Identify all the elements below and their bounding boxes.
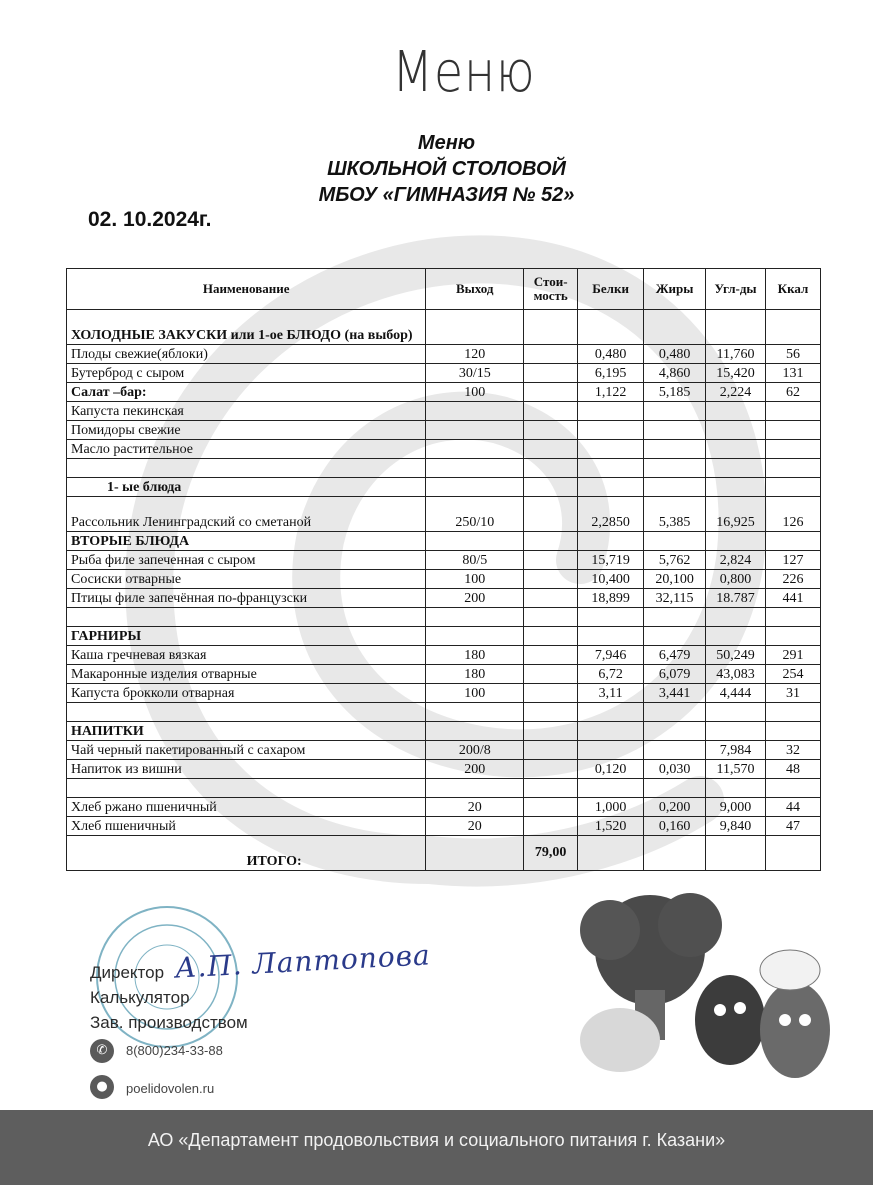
cell-carbs: 50,249 xyxy=(706,646,766,665)
total-output-cell xyxy=(426,836,524,871)
table-row xyxy=(67,421,821,440)
cell-cost xyxy=(524,722,578,741)
cell-carbs: 2,824 xyxy=(706,551,766,570)
table-row xyxy=(67,459,821,478)
cell-protein xyxy=(578,741,644,760)
cell-protein xyxy=(578,627,644,646)
cell-carbs xyxy=(706,459,766,478)
cell-carbs: 7,984 xyxy=(706,741,766,760)
cell-fat xyxy=(644,421,706,440)
dish-name xyxy=(67,459,426,478)
cell-output xyxy=(426,608,524,627)
cell-output: 120 xyxy=(426,345,524,364)
cell-cost xyxy=(524,497,578,532)
table-row xyxy=(67,684,821,703)
header-protein: Белки xyxy=(578,269,644,310)
cell-output: 180 xyxy=(426,646,524,665)
cell-cost xyxy=(524,703,578,722)
cell-fat xyxy=(644,532,706,551)
cell-cost xyxy=(524,440,578,459)
cell-cost xyxy=(524,570,578,589)
cell-protein xyxy=(578,608,644,627)
cell-kcal xyxy=(766,421,821,440)
table-row xyxy=(67,570,821,589)
section-row xyxy=(67,478,821,497)
cell-cost xyxy=(524,345,578,364)
cell-fat xyxy=(644,722,706,741)
cell-cost xyxy=(524,760,578,779)
cell-output xyxy=(426,532,524,551)
dish-name: Птицы филе запечённая по-французски xyxy=(67,589,426,608)
cell-kcal: 32 xyxy=(766,741,821,760)
vegetable-mascots-illustration xyxy=(540,880,840,1110)
table-row xyxy=(67,741,821,760)
cell-fat xyxy=(644,459,706,478)
table-row xyxy=(67,817,821,836)
total-cost: 79,00 xyxy=(524,836,578,871)
cell-protein: 1,520 xyxy=(578,817,644,836)
cell-kcal xyxy=(766,608,821,627)
cell-cost xyxy=(524,798,578,817)
cell-fat xyxy=(644,627,706,646)
footer-phone[interactable]: 8(800)234-33-88 xyxy=(126,1043,223,1058)
cell-fat: 0,480 xyxy=(644,345,706,364)
cell-carbs xyxy=(706,421,766,440)
table-row xyxy=(67,665,821,684)
cell-fat: 5,762 xyxy=(644,551,706,570)
cell-carbs xyxy=(706,402,766,421)
cell-protein xyxy=(578,532,644,551)
cell-kcal xyxy=(766,779,821,798)
dish-name: Капуста пекинская xyxy=(67,402,426,421)
cell-protein: 6,195 xyxy=(578,364,644,383)
header-line-school: МБОУ «ГИМНАЗИЯ № 52» xyxy=(318,184,575,206)
cell-fat xyxy=(644,703,706,722)
cell-carbs xyxy=(706,478,766,497)
dish-name: Макаронные изделия отварные xyxy=(67,665,426,684)
section-title: ГАРНИРЫ xyxy=(67,627,426,646)
cell-protein xyxy=(578,402,644,421)
cell-output xyxy=(426,459,524,478)
cell-cost xyxy=(524,646,578,665)
total-row xyxy=(67,836,821,871)
cell-protein xyxy=(578,478,644,497)
cell-output xyxy=(426,722,524,741)
table-row xyxy=(67,345,821,364)
cell-cost xyxy=(524,817,578,836)
dish-name: Хлеб пшеничный xyxy=(67,817,426,836)
cell-kcal xyxy=(766,532,821,551)
cell-fat: 6,479 xyxy=(644,646,706,665)
cell-cost xyxy=(524,627,578,646)
cell-cost xyxy=(524,459,578,478)
cell-carbs xyxy=(706,722,766,741)
cell-carbs: 15,420 xyxy=(706,364,766,383)
cell-kcal: 31 xyxy=(766,684,821,703)
cell-protein xyxy=(578,703,644,722)
cell-carbs xyxy=(706,440,766,459)
cell-fat xyxy=(644,741,706,760)
cell-protein xyxy=(578,440,644,459)
cell-kcal: 131 xyxy=(766,364,821,383)
menu-date: 02. 10.2024г. xyxy=(88,208,212,231)
cell-output: 180 xyxy=(426,665,524,684)
table-row xyxy=(67,402,821,421)
cell-carbs xyxy=(706,703,766,722)
cell-fat: 20,100 xyxy=(644,570,706,589)
table-row xyxy=(67,798,821,817)
cell-output: 100 xyxy=(426,684,524,703)
cell-fat: 0,200 xyxy=(644,798,706,817)
section-row xyxy=(67,722,821,741)
table-row xyxy=(67,364,821,383)
header-output: Выход xyxy=(426,269,524,310)
header-line-menu: Меню xyxy=(417,132,476,154)
cell-kcal xyxy=(766,310,821,345)
cell-carbs xyxy=(706,532,766,551)
cell-kcal: 226 xyxy=(766,570,821,589)
cell-protein: 15,719 xyxy=(578,551,644,570)
cell-fat: 4,860 xyxy=(644,364,706,383)
cell-fat: 0,160 xyxy=(644,817,706,836)
footer-organization: АО «Департамент продовольствия и социального питания г. Казани» xyxy=(147,1130,726,1150)
cell-fat xyxy=(644,779,706,798)
cell-cost xyxy=(524,421,578,440)
dish-name xyxy=(67,608,426,627)
cell-protein: 10,400 xyxy=(578,570,644,589)
cell-fat xyxy=(644,608,706,627)
cell-cost xyxy=(524,532,578,551)
cell-kcal: 44 xyxy=(766,798,821,817)
table-row xyxy=(67,589,821,608)
cell-carbs xyxy=(706,779,766,798)
cell-protein xyxy=(578,722,644,741)
cell-cost xyxy=(524,779,578,798)
header-cost: Стои-мость xyxy=(524,269,578,310)
cell-fat: 0,030 xyxy=(644,760,706,779)
cell-output: 30/15 xyxy=(426,364,524,383)
cell-output: 80/5 xyxy=(426,551,524,570)
cell-cost xyxy=(524,741,578,760)
cell-output: 250/10 xyxy=(426,497,524,532)
cell-kcal xyxy=(766,402,821,421)
cell-carbs: 0,800 xyxy=(706,570,766,589)
dish-name xyxy=(67,779,426,798)
footer-website[interactable]: poelidovolen.ru xyxy=(126,1081,215,1096)
total-kcal-cell xyxy=(766,836,821,871)
cell-fat: 32,115 xyxy=(644,589,706,608)
cell-protein: 0,120 xyxy=(578,760,644,779)
cell-cost xyxy=(524,684,578,703)
cell-output xyxy=(426,779,524,798)
dish-name: Капуста брокколи отварная xyxy=(67,684,426,703)
dish-name: Каша гречневая вязкая xyxy=(67,646,426,665)
footer-director: Директор xyxy=(90,963,165,982)
table-row xyxy=(67,608,821,627)
section-title: Салат –бар: xyxy=(67,383,426,402)
header-carbs: Угл-ды xyxy=(706,269,766,310)
cell-kcal: 47 xyxy=(766,817,821,836)
cell-cost xyxy=(524,364,578,383)
cell-kcal: 127 xyxy=(766,551,821,570)
cell-kcal xyxy=(766,440,821,459)
table-row xyxy=(67,760,821,779)
cell-protein: 18,899 xyxy=(578,589,644,608)
table-row xyxy=(67,497,821,532)
table-header-row xyxy=(67,269,821,310)
cell-cost xyxy=(524,589,578,608)
menu-header xyxy=(0,130,873,208)
cell-protein: 1,122 xyxy=(578,383,644,402)
cell-fat xyxy=(644,402,706,421)
total-label: ИТОГО: xyxy=(67,836,426,871)
table-row xyxy=(67,551,821,570)
dish-name xyxy=(67,703,426,722)
menu-table xyxy=(66,268,821,871)
cell-cost xyxy=(524,478,578,497)
cell-fat: 6,079 xyxy=(644,665,706,684)
table-row xyxy=(67,646,821,665)
cell-protein: 6,72 xyxy=(578,665,644,684)
cell-output xyxy=(426,703,524,722)
cell-output: 100 xyxy=(426,570,524,589)
cell-kcal: 291 xyxy=(766,646,821,665)
table-row xyxy=(67,440,821,459)
cell-carbs: 9,000 xyxy=(706,798,766,817)
cell-protein: 3,11 xyxy=(578,684,644,703)
cell-kcal: 62 xyxy=(766,383,821,402)
dish-name: Напиток из вишни xyxy=(67,760,426,779)
cell-output: 200 xyxy=(426,589,524,608)
dish-name: Чай черный пакетированный с сахаром xyxy=(67,741,426,760)
cell-cost xyxy=(524,402,578,421)
cell-fat xyxy=(644,310,706,345)
section-row xyxy=(67,627,821,646)
cell-output xyxy=(426,478,524,497)
cell-protein: 2,2850 xyxy=(578,497,644,532)
cell-kcal: 126 xyxy=(766,497,821,532)
cell-output xyxy=(426,627,524,646)
cell-output xyxy=(426,310,524,345)
cell-protein: 0,480 xyxy=(578,345,644,364)
director-signature: А.П. Лаптопова xyxy=(174,938,432,985)
cell-carbs xyxy=(706,310,766,345)
cell-kcal xyxy=(766,478,821,497)
total-carbs-cell xyxy=(706,836,766,871)
cell-kcal: 48 xyxy=(766,760,821,779)
cell-kcal xyxy=(766,722,821,741)
total-protein-cell xyxy=(578,836,644,871)
header-name: Наименование xyxy=(67,269,426,310)
globe-icon: ● xyxy=(90,1075,114,1099)
cell-cost xyxy=(524,551,578,570)
section-row xyxy=(67,532,821,551)
dish-name: Сосиски отварные xyxy=(67,570,426,589)
cell-protein xyxy=(578,779,644,798)
section-row xyxy=(67,310,821,345)
cell-carbs: 11,760 xyxy=(706,345,766,364)
cell-output xyxy=(426,421,524,440)
cell-cost xyxy=(524,608,578,627)
dish-name: Плоды свежие(яблоки) xyxy=(67,345,426,364)
cell-kcal: 56 xyxy=(766,345,821,364)
cell-carbs: 9,840 xyxy=(706,817,766,836)
section-title: НАПИТКИ xyxy=(67,722,426,741)
cell-fat: 5,185 xyxy=(644,383,706,402)
dish-name: Помидоры свежие xyxy=(67,421,426,440)
section-row xyxy=(67,383,821,402)
cell-output xyxy=(426,402,524,421)
header-line-canteen: ШКОЛЬНОЙ СТОЛОВОЙ xyxy=(327,158,566,180)
phone-icon: ✆ xyxy=(90,1039,114,1063)
cell-fat: 5,385 xyxy=(644,497,706,532)
table-row xyxy=(67,703,821,722)
cell-carbs: 16,925 xyxy=(706,497,766,532)
cell-kcal: 441 xyxy=(766,589,821,608)
total-fat-cell xyxy=(644,836,706,871)
section-title: 1- ые блюда xyxy=(67,478,426,497)
dish-name: Хлеб ржано пшеничный xyxy=(67,798,426,817)
table-row xyxy=(67,779,821,798)
handwritten-title: Меню xyxy=(392,40,536,105)
section-title: ХОЛОДНЫЕ ЗАКУСКИ или 1-ое БЛЮДО (на выбор) xyxy=(67,310,426,345)
cell-kcal xyxy=(766,703,821,722)
cell-protein xyxy=(578,459,644,478)
cell-kcal xyxy=(766,459,821,478)
menu-table-body xyxy=(67,310,821,836)
dish-name: Масло растительное xyxy=(67,440,426,459)
cell-cost xyxy=(524,310,578,345)
cell-fat xyxy=(644,440,706,459)
cell-output xyxy=(426,440,524,459)
cell-kcal xyxy=(766,627,821,646)
cell-carbs xyxy=(706,627,766,646)
cell-output: 200 xyxy=(426,760,524,779)
cell-carbs: 11,570 xyxy=(706,760,766,779)
cell-output: 20 xyxy=(426,798,524,817)
dish-name: Рассольник Ленинградский со сметаной xyxy=(67,497,426,532)
cell-carbs: 43,083 xyxy=(706,665,766,684)
header-fat: Жиры xyxy=(644,269,706,310)
cell-cost xyxy=(524,383,578,402)
section-title: ВТОРЫЕ БЛЮДА xyxy=(67,532,426,551)
cell-output: 100 xyxy=(426,383,524,402)
footer-calculator: Калькулятор xyxy=(90,988,190,1007)
cell-carbs: 18.787 xyxy=(706,589,766,608)
cell-carbs xyxy=(706,608,766,627)
cell-protein: 7,946 xyxy=(578,646,644,665)
cell-output: 20 xyxy=(426,817,524,836)
dish-name: Бутерброд с сыром xyxy=(67,364,426,383)
cell-fat xyxy=(644,478,706,497)
cell-kcal: 254 xyxy=(766,665,821,684)
cell-protein xyxy=(578,310,644,345)
header-kcal: Ккал xyxy=(766,269,821,310)
cell-cost xyxy=(524,665,578,684)
cell-carbs: 4,444 xyxy=(706,684,766,703)
footer-production-head: Зав. производством xyxy=(90,1013,248,1032)
cell-protein xyxy=(578,421,644,440)
cell-carbs: 2,224 xyxy=(706,383,766,402)
dish-name: Рыба филе запеченная с сыром xyxy=(67,551,426,570)
cell-fat: 3,441 xyxy=(644,684,706,703)
cell-protein: 1,000 xyxy=(578,798,644,817)
cell-output: 200/8 xyxy=(426,741,524,760)
